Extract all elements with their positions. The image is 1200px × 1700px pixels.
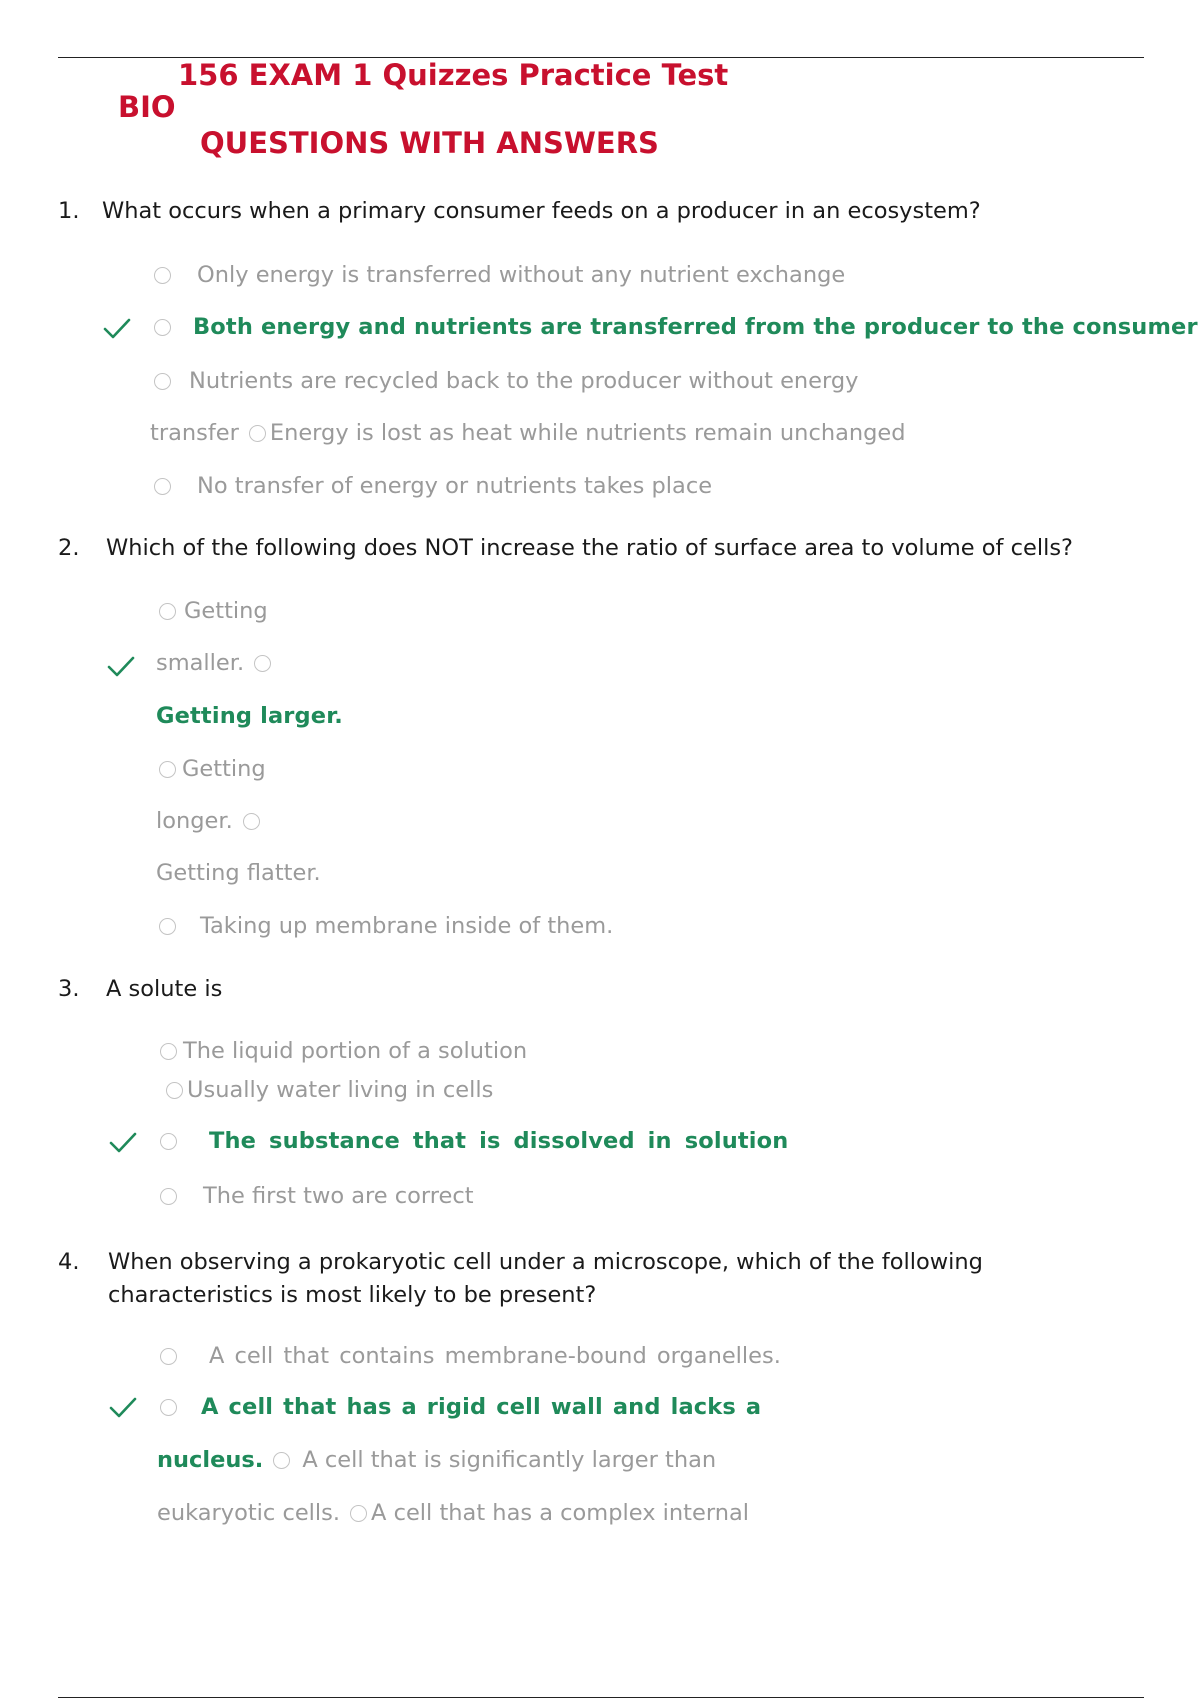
checkmark-icon — [102, 316, 132, 342]
question-1-text: What occurs when a primary consumer feeds on a producer in an ecosystem? — [102, 198, 981, 224]
radio-icon[interactable] — [160, 1348, 177, 1365]
radio-icon[interactable] — [160, 1043, 177, 1060]
course-code: BIO — [118, 90, 176, 124]
q3-option-2[interactable]: Usually water living in cells — [162, 1077, 493, 1103]
radio-icon[interactable] — [159, 918, 176, 935]
q3-option-1[interactable]: The liquid portion of a solution — [156, 1038, 527, 1064]
radio-icon[interactable] — [159, 603, 176, 620]
radio-icon[interactable] — [273, 1452, 290, 1469]
radio-icon[interactable] — [154, 478, 171, 495]
question-1-number: 1. — [58, 198, 80, 224]
q4-option-2-correct[interactable]: A cell that has a rigid cell wall and lacks a — [156, 1394, 761, 1420]
radio-icon[interactable] — [154, 319, 171, 336]
q1-option-5[interactable]: No transfer of energy or nutrients takes place — [150, 473, 712, 499]
question-4-number: 4. — [58, 1249, 80, 1275]
q1-option-2-correct[interactable]: Both energy and nutrients are transferred from the producer to the consumer — [150, 314, 1198, 340]
question-4-text-line-1: When observing a prokaryotic cell under a microscope, which of the following — [108, 1249, 983, 1275]
radio-icon[interactable] — [160, 1399, 177, 1416]
radio-icon[interactable] — [160, 1188, 177, 1205]
q3-option-3-correct[interactable]: The substance that is dissolved in solution — [156, 1128, 788, 1154]
radio-icon[interactable] — [166, 1082, 183, 1099]
question-3-text: A solute is — [106, 976, 223, 1002]
q2-option-1-cont: smaller. — [156, 650, 275, 676]
q4-option-2-cont: nucleus. A cell that is significantly larger than — [157, 1447, 717, 1473]
radio-icon[interactable] — [249, 425, 266, 442]
title-line-2: QUESTIONS WITH ANSWERS — [200, 126, 659, 160]
q1-option-1[interactable]: Only energy is transferred without any nutrient exchange — [150, 262, 845, 288]
q1-option-3[interactable]: Nutrients are recycled back to the producer without energy — [150, 368, 858, 394]
checkmark-icon — [106, 654, 136, 680]
title-line-1: 156 EXAM 1 Quizzes Practice Test — [178, 58, 729, 92]
question-4-text-line-2: characteristics is most likely to be present? — [108, 1282, 597, 1308]
q2-option-3[interactable]: Getting — [155, 756, 266, 782]
q4-option-3-cont: eukaryotic cells. A cell that has a complex internal — [157, 1500, 749, 1526]
bottom-rule — [58, 1697, 1144, 1698]
radio-icon[interactable] — [350, 1505, 367, 1522]
q2-option-1[interactable]: Getting — [155, 598, 268, 624]
checkmark-icon — [108, 1130, 138, 1156]
radio-icon[interactable] — [160, 1133, 177, 1150]
q4-option-1[interactable]: A cell that contains membrane-bound organelles. — [156, 1343, 781, 1369]
radio-icon[interactable] — [154, 267, 171, 284]
q1-option-4[interactable]: transfer Energy is lost as heat while nutrients remain unchanged — [150, 420, 906, 446]
q3-option-4[interactable]: The first two are correct — [156, 1183, 474, 1209]
radio-icon[interactable] — [159, 761, 176, 778]
checkmark-icon — [108, 1395, 138, 1421]
radio-icon[interactable] — [254, 655, 271, 672]
question-2-number: 2. — [58, 535, 80, 561]
radio-icon[interactable] — [154, 373, 171, 390]
question-3-number: 3. — [58, 976, 80, 1002]
q2-option-3-cont: longer. — [156, 808, 264, 834]
q2-option-4[interactable]: Getting flatter. — [156, 860, 321, 886]
q2-option-2-correct[interactable]: Getting larger. — [156, 703, 343, 729]
radio-icon[interactable] — [243, 813, 260, 830]
question-2-text: Which of the following does NOT increase the ratio of surface area to volume of cells? — [106, 535, 1073, 561]
q2-option-5[interactable]: Taking up membrane inside of them. — [155, 913, 613, 939]
